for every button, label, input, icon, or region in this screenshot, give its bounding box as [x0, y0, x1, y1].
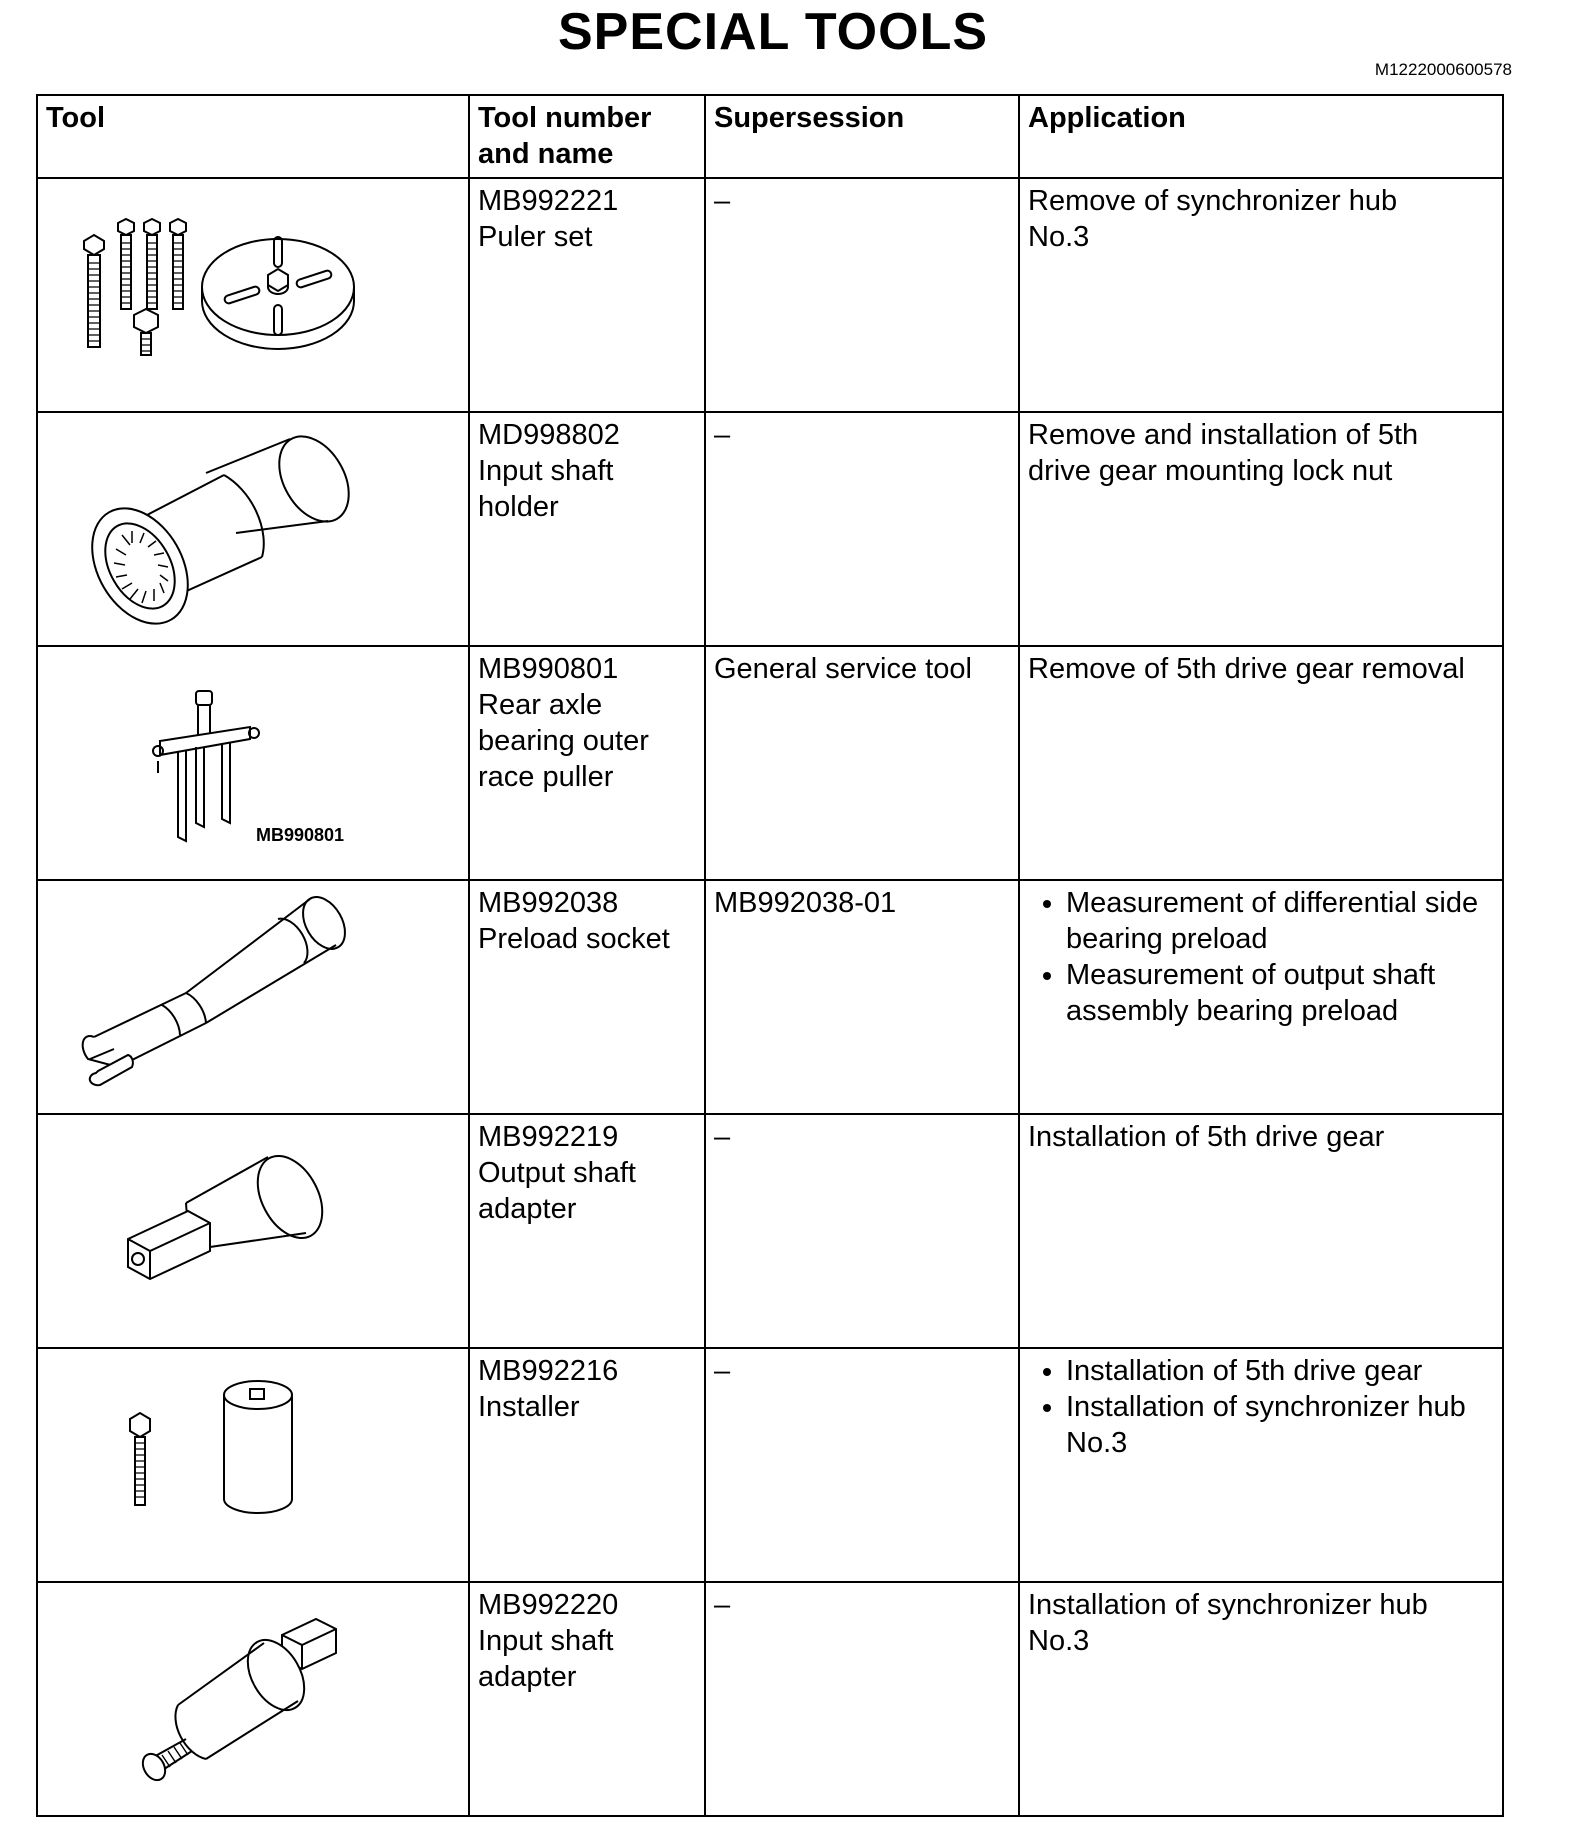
tool-illustration-cell: [37, 1348, 469, 1582]
table-row: [37, 646, 1503, 880]
application-list: [1028, 885, 1494, 1029]
tool-name: Installer: [478, 1391, 580, 1423]
tool-illustration-cell: [37, 412, 469, 646]
application: Installation of 5th drive gear: [1019, 1114, 1503, 1348]
tool-number: MD998802: [478, 419, 620, 451]
input-shaft-adapter-icon: [38, 1583, 470, 1811]
tool-illustration-cell: [37, 1582, 469, 1816]
input-shaft-holder-icon: [38, 413, 470, 641]
supersession: –: [705, 412, 1019, 646]
supersession: –: [705, 1582, 1019, 1816]
tool-number-and-name: [469, 1114, 705, 1348]
tool-illustration-cell: [37, 178, 469, 412]
supersession: –: [705, 1114, 1019, 1348]
supersession: General service tool: [705, 646, 1019, 880]
puller-set-icon: [38, 179, 470, 407]
supersession: –: [705, 178, 1019, 412]
tool-number: MB992216: [478, 1355, 619, 1387]
tool-illustration-cell: [37, 646, 469, 880]
rear-axle-bearing-puller-icon: [38, 647, 470, 875]
table-row: [37, 178, 1503, 412]
header-supersession: Supersession: [705, 95, 1019, 178]
tool-number-and-name: [469, 178, 705, 412]
output-shaft-adapter-icon: [38, 1115, 470, 1343]
tool-name: Input shaft: [478, 1625, 614, 1657]
installer-icon: [38, 1349, 470, 1577]
preload-socket-icon: [38, 881, 470, 1109]
header-application: Application: [1019, 95, 1503, 178]
tool-number: MB992220: [478, 1589, 619, 1621]
illustration-label: MB990801: [256, 825, 345, 845]
special-tools-table: [36, 94, 1504, 1817]
table-row: [37, 412, 1503, 646]
tool-name: Rear axle: [478, 689, 603, 721]
application-list: [1028, 1353, 1494, 1461]
tool-number-and-name: [469, 1582, 705, 1816]
list-item: • Measurement of differential side bearing preload: [1066, 885, 1494, 957]
application: Remove of 5th drive gear removal: [1019, 646, 1503, 880]
tool-name: race puller: [478, 761, 614, 793]
tool-name: bearing outer: [478, 725, 649, 757]
tool-name: adapter: [478, 1661, 577, 1693]
tool-number-and-name: [469, 1348, 705, 1582]
application: Remove of synchronizer hub No.3: [1019, 178, 1503, 412]
supersession: MB992038-01: [705, 880, 1019, 1114]
tool-number: MB992038: [478, 887, 619, 919]
document-id: M1222000600578: [1374, 60, 1512, 79]
list-item: • Installation of synchronizer hub No.3: [1066, 1389, 1494, 1461]
tool-number-and-name: [469, 880, 705, 1114]
tool-name: Preload socket: [478, 923, 670, 955]
supersession: –: [705, 1348, 1019, 1582]
header-tool: Tool: [37, 95, 469, 178]
table-row: [37, 1582, 1503, 1816]
list-item: • Installation of 5th drive gear: [1066, 1353, 1494, 1389]
page-title: SPECIAL TOOLS: [557, 3, 989, 61]
list-item: • Measurement of output shaft assembly bearing preload: [1066, 957, 1494, 1029]
tool-name: Puler set: [478, 221, 593, 253]
tool-number: MB990801: [478, 653, 619, 685]
tool-name: adapter: [478, 1193, 577, 1225]
application: Installation of synchronizer hub No.3: [1019, 1582, 1503, 1816]
application: Remove and installation of 5th drive gear mounting lock nut: [1019, 412, 1503, 646]
header-tool-number-and-name: Tool number and name: [469, 95, 705, 178]
application: [1019, 880, 1503, 1114]
tool-illustration-cell: [37, 880, 469, 1114]
tool-name: Input shaft: [478, 455, 614, 487]
tool-number-and-name: [469, 412, 705, 646]
table-row: [37, 1114, 1503, 1348]
tool-illustration-cell: [37, 1114, 469, 1348]
table-row: [37, 880, 1503, 1114]
table-row: [37, 1348, 1503, 1582]
tool-name: holder: [478, 491, 559, 523]
table-header-row: [37, 95, 1503, 178]
tool-number: MB992221: [478, 185, 619, 217]
tool-number-and-name: [469, 646, 705, 880]
tool-name: Output shaft: [478, 1157, 636, 1189]
tool-number: MB992219: [478, 1121, 619, 1153]
application: [1019, 1348, 1503, 1582]
